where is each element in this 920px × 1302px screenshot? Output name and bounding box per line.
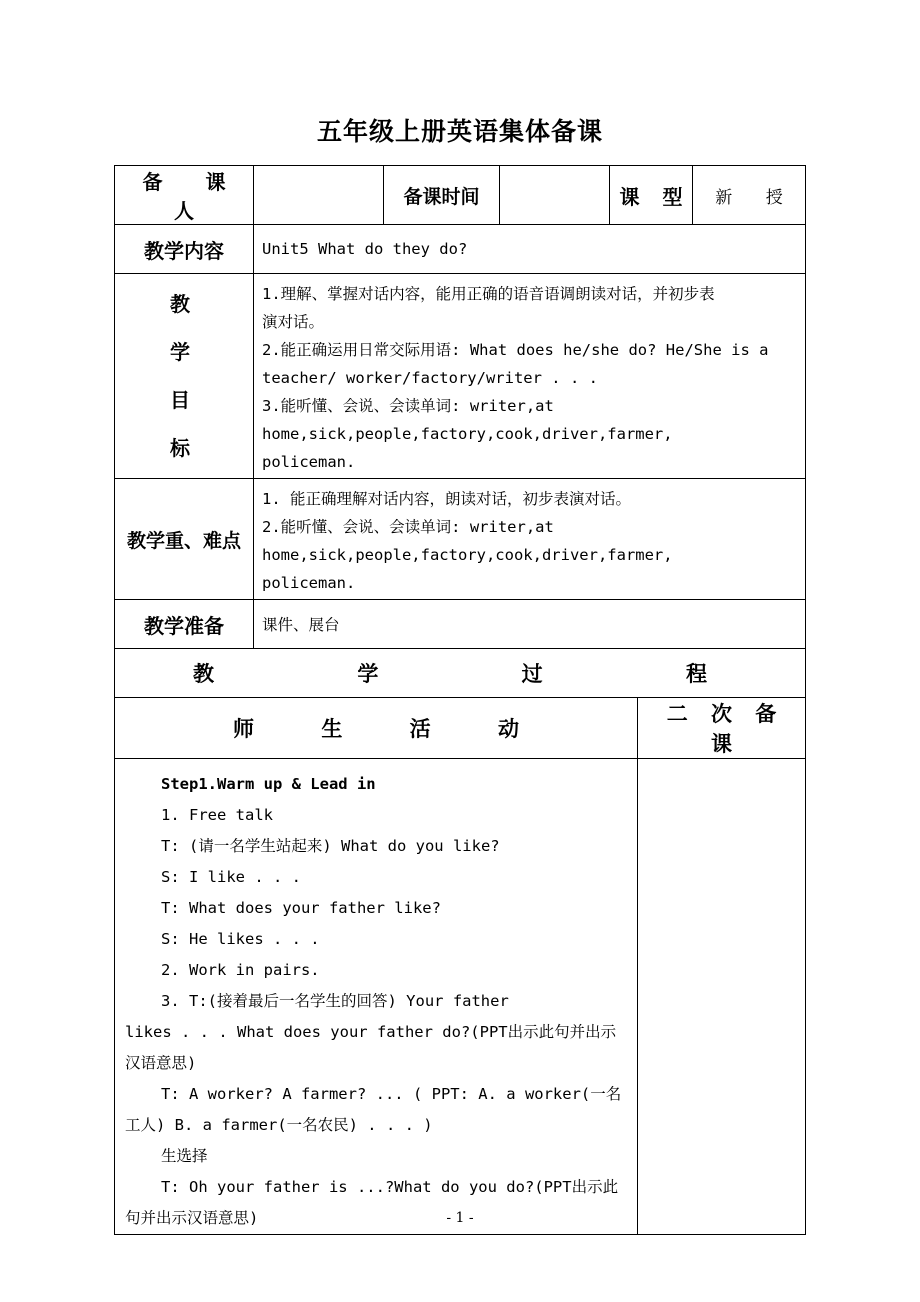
second-prep-header: 二 次 备 课 <box>638 698 806 759</box>
page-number: - 1 - <box>446 1210 474 1226</box>
preparation-row <box>115 600 806 649</box>
preparation-value: 课件、展台 <box>254 600 806 649</box>
activity-header-row <box>115 698 806 759</box>
key-points-row <box>115 479 806 600</box>
activity-header: 师 生 活 动 <box>115 698 638 759</box>
lesson-type-value: 新 授 <box>693 166 806 225</box>
goals-line: 2.能正确运用日常交际用语: What does he/she do? He/She is a <box>262 341 769 359</box>
activity-line: likes . . . What does your father do?(PPT出示此句并出示 <box>125 1023 617 1041</box>
goals-label-line2: 目 标 <box>170 388 216 460</box>
header-row <box>115 166 806 225</box>
preparation-label: 教学准备 <box>115 600 254 649</box>
activity-line: T: (请一名学生站起来) What do you like? <box>161 837 500 855</box>
activity-line: 句并出示汉语意思) <box>125 1209 259 1227</box>
activity-line: 工人) B. a farmer(一名农民) . . . ) <box>125 1116 433 1134</box>
goals-line: 3.能听懂、会说、会读单词: writer,at <box>262 397 554 415</box>
page-title: 五年级上册英语集体备课 <box>316 117 603 146</box>
activity-line: S: He likes . . . <box>161 930 320 948</box>
key-points-line: home,sick,people,factory,cook,driver,farmer, <box>262 546 673 564</box>
process-header-row <box>115 649 806 698</box>
goals-line: 1.理解、掌握对话内容，能用正确的语音语调朗读对话，并初步表 <box>262 285 715 303</box>
lesson-plan-table <box>114 165 806 1235</box>
goals-label-line1: 教 学 <box>170 292 216 364</box>
process-header: 教 学 过 程 <box>115 649 806 698</box>
activity-line: T: What does your father like? <box>161 899 441 917</box>
key-points-line: policeman. <box>262 574 356 592</box>
goals-line: home,sick,people,factory,cook,driver,farmer, <box>262 425 673 443</box>
activity-line: T: Oh your father is ...?What do you do?(PPT出示此 <box>161 1178 619 1196</box>
activity-line: S: I like . . . <box>161 868 301 886</box>
activity-line: 汉语意思) <box>125 1054 197 1072</box>
activity-line: 2. Work in pairs. <box>161 961 320 979</box>
goals-line: 演对话。 <box>262 313 325 331</box>
content-row <box>115 225 806 274</box>
goals-label <box>115 274 254 479</box>
prep-time-label: 备课时间 <box>384 166 500 225</box>
goals-row <box>115 274 806 479</box>
goals-line: teacher/ worker/factory/writer . . . <box>262 369 598 387</box>
key-points-label: 教学重、难点 <box>115 479 254 600</box>
goals-line: policeman. <box>262 453 356 471</box>
activity-line: T: A worker? A farmer? ... ( PPT: A. a worker(一名 <box>161 1085 622 1103</box>
activity-content <box>115 759 638 1235</box>
preparer-value <box>254 166 384 225</box>
preparer-label: 备 课 人 <box>115 166 254 225</box>
activity-line: Step1.Warm up & Lead in <box>161 775 376 793</box>
second-prep-content <box>638 759 806 1235</box>
key-points-line: 2.能听懂、会说、会读单词: writer,at <box>262 518 554 536</box>
activity-line: 1. Free talk <box>161 806 273 824</box>
lesson-type-label: 课 型 <box>610 166 693 225</box>
content-value: Unit5 What do they do? <box>254 225 806 274</box>
content-label: 教学内容 <box>115 225 254 274</box>
activity-line: 生选择 <box>161 1147 208 1165</box>
key-points-text <box>254 479 806 600</box>
activity-line: 3. T:(接着最后一名学生的回答) Your father <box>161 992 509 1010</box>
goals-text <box>254 274 806 479</box>
activity-row <box>115 759 806 1235</box>
key-points-line: 1. 能正确理解对话内容，朗读对话，初步表演对话。 <box>262 490 631 508</box>
prep-time-value <box>500 166 610 225</box>
